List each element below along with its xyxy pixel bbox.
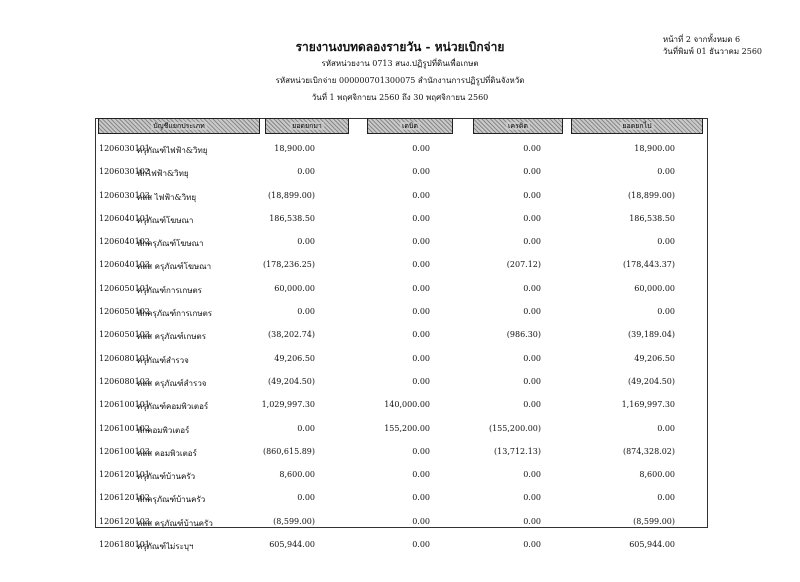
debit-amount: 0.00 (412, 237, 430, 247)
debit-amount: 0.00 (412, 516, 430, 526)
closing-balance: (18,899.00) (628, 190, 675, 200)
debit-amount: 0.00 (412, 470, 430, 480)
table-row (95, 512, 708, 535)
closing-balance: (49,204.50) (628, 376, 675, 386)
page-number: หน้าที่ 2 จากทั้งหมด 6 (662, 35, 741, 44)
disbursement-unit-line: รหัสหน่วยเบิกจ่าย 000000701300075 สำนักงานการปฏิรูปที่ดินจังหวัด (275, 76, 525, 85)
credit-amount: (13,712.13) (494, 446, 541, 456)
debit-amount: 0.00 (412, 190, 430, 200)
account-name: พักครุภัณฑ์โฆษณา (137, 239, 204, 249)
credit-amount: 0.00 (523, 353, 541, 363)
opening-balance: 0.00 (297, 237, 315, 247)
debit-amount: 0.00 (412, 144, 430, 153)
opening-balance: 18,900.00 (274, 144, 315, 153)
opening-balance: 605,944.00 (269, 540, 315, 550)
debit-amount: 0.00 (412, 260, 430, 270)
credit-amount: 0.00 (523, 493, 541, 503)
column-header-opening: ยอดยกมา (265, 118, 349, 134)
opening-balance: 0.00 (297, 167, 315, 177)
account-name: ครุภัณฑ์โฆษณา (137, 215, 194, 225)
debit-amount: 0.00 (412, 446, 430, 456)
table-row (95, 162, 708, 185)
credit-amount: (155,200.00) (488, 423, 541, 433)
opening-balance: 1,029,997.30 (261, 400, 315, 410)
credit-amount: 0.00 (523, 516, 541, 526)
date-range-line: วันที่ 1 พฤศจิกายน 2560 ถึง 30 พฤศจิกายน 2560 (311, 93, 489, 102)
credit-amount: 0.00 (523, 283, 541, 293)
credit-amount: (207.12) (506, 260, 541, 270)
table-row (95, 395, 708, 418)
opening-balance: (8,599.00) (273, 516, 315, 526)
table-row (95, 325, 708, 348)
agency-code-line: รหัสหน่วยงาน 0713 สนง.ปฏิรูปที่ดินเพื่อเกษต (321, 59, 479, 68)
account-name: คสส ครุภัณฑ์บ้านครัว (137, 518, 213, 528)
table-row (95, 139, 708, 162)
opening-balance: 60,000.00 (274, 283, 315, 293)
account-code: 1206100102 (99, 423, 150, 433)
account-name: ครุภัณฑ์สำรวจ (137, 355, 189, 365)
credit-amount: (986.30) (506, 330, 541, 340)
closing-balance: (8,599.00) (633, 516, 675, 526)
table-body (95, 139, 708, 558)
closing-balance: 49,206.50 (634, 353, 675, 363)
table-row (95, 255, 708, 278)
print-date: วันที่พิมพ์ 01 ธันวาคม 2560 (662, 47, 762, 56)
table-row (95, 465, 708, 488)
column-header-credit: เครดิต (473, 118, 563, 134)
account-code: 1206030101 (99, 144, 150, 153)
account-code: 1206050102 (99, 307, 150, 317)
closing-balance: 0.00 (657, 307, 675, 317)
account-name: ครุภัณฑ์คอมพิวเตอร์ (137, 402, 209, 412)
account-code: 1206120102 (99, 493, 150, 503)
closing-balance: 60,000.00 (634, 283, 675, 293)
table-row (95, 209, 708, 232)
table-row (95, 488, 708, 511)
opening-balance: (18,899.00) (268, 190, 315, 200)
credit-amount: 0.00 (523, 144, 541, 153)
column-header-debit: เดบิต (367, 118, 453, 134)
account-name: คสส คอมพิวเตอร์ (137, 448, 197, 458)
report-title: รายงานงบทดลองรายวัน - หน่วยเบิกจ่าย (295, 40, 505, 54)
account-code: 1206080101 (99, 353, 150, 363)
account-name: คสส ครุภัณฑ์เกษตร (137, 332, 206, 342)
table-header (95, 118, 708, 138)
opening-balance: (178,236.25) (262, 260, 315, 270)
closing-balance: (178,443.37) (622, 260, 675, 270)
debit-amount: 0.00 (412, 307, 430, 317)
opening-balance: 0.00 (297, 423, 315, 433)
closing-balance: 186,538.50 (629, 213, 675, 223)
account-code: 1206030103 (99, 190, 150, 200)
credit-amount: 0.00 (523, 376, 541, 386)
column-header-closing: ยอดยกไป (571, 118, 703, 134)
table-row (95, 419, 708, 442)
credit-amount: 0.00 (523, 470, 541, 480)
account-code: 1206180101 (99, 540, 150, 550)
credit-amount: 0.00 (523, 307, 541, 317)
account-code: 1206040102 (99, 237, 150, 247)
opening-balance: (38,202.74) (268, 330, 315, 340)
credit-amount: 0.00 (523, 237, 541, 247)
debit-amount: 0.00 (412, 376, 430, 386)
account-name: พักคอมพิวเตอร์ (137, 425, 190, 435)
opening-balance: (49,204.50) (268, 376, 315, 386)
account-code: 1206050101 (99, 283, 150, 293)
account-code: 1206080103 (99, 376, 150, 386)
debit-amount: 0.00 (412, 283, 430, 293)
account-code: 1206040101 (99, 213, 150, 223)
column-header-account: บัญชีแยกประเภท (98, 118, 260, 134)
table-row (95, 186, 708, 209)
credit-amount: 0.00 (523, 400, 541, 410)
account-code: 1206120103 (99, 516, 150, 526)
debit-amount: 0.00 (412, 167, 430, 177)
account-code: 1206100101 (99, 400, 150, 410)
closing-balance: 0.00 (657, 423, 675, 433)
account-name: ครุภัณฑ์ไฟฟ้า&วิทยุ (137, 146, 208, 155)
table-row (95, 232, 708, 255)
debit-amount: 0.00 (412, 540, 430, 550)
account-name: คสส ครุภัณฑ์สำรวจ (137, 378, 207, 388)
debit-amount: 155,200.00 (384, 423, 430, 433)
table-row (95, 535, 708, 558)
opening-balance: 0.00 (297, 307, 315, 317)
account-name: คสส ครุภัณฑ์โฆษณา (137, 262, 212, 272)
closing-balance: 0.00 (657, 167, 675, 177)
account-name: ครุภัณฑ์บ้านครัว (137, 472, 196, 482)
account-code: 1206100103 (99, 446, 150, 456)
debit-amount: 0.00 (412, 330, 430, 340)
account-name: พักครุภัณฑ์การเกษตร (137, 309, 213, 319)
opening-balance: 186,538.50 (269, 213, 315, 223)
debit-amount: 0.00 (412, 493, 430, 503)
debit-amount: 0.00 (412, 353, 430, 363)
closing-balance: 8,600.00 (639, 470, 675, 480)
closing-balance: 0.00 (657, 493, 675, 503)
closing-balance: (874,328.02) (622, 446, 675, 456)
account-name: คสส ไฟฟ้า&วิทยุ (137, 192, 197, 202)
opening-balance: 8,600.00 (279, 470, 315, 480)
table-row (95, 372, 708, 395)
account-code: 1206120101 (99, 470, 150, 480)
account-name: ครุภัณฑ์การเกษตร (137, 285, 202, 295)
table-row (95, 349, 708, 372)
opening-balance: 49,206.50 (274, 353, 315, 363)
closing-balance: 605,944.00 (629, 540, 675, 550)
account-code: 1206040103 (99, 260, 150, 270)
closing-balance: (39,189.04) (628, 330, 675, 340)
closing-balance: 18,900.00 (634, 144, 675, 153)
debit-amount: 140,000.00 (384, 400, 430, 410)
table-row (95, 302, 708, 325)
account-name: ครุภัณฑ์ไม่ระบุฯ (137, 542, 194, 552)
opening-balance: (860,615.89) (262, 446, 315, 456)
table-row (95, 279, 708, 302)
closing-balance: 1,169,997.30 (621, 400, 675, 410)
credit-amount: 0.00 (523, 213, 541, 223)
account-name: พักครุภัณฑ์บ้านครัว (137, 495, 206, 505)
debit-amount: 0.00 (412, 213, 430, 223)
credit-amount: 0.00 (523, 167, 541, 177)
opening-balance: 0.00 (297, 493, 315, 503)
closing-balance: 0.00 (657, 237, 675, 247)
credit-amount: 0.00 (523, 540, 541, 550)
account-code: 1206030102 (99, 167, 150, 177)
credit-amount: 0.00 (523, 190, 541, 200)
account-name: พักไฟฟ้า&วิทยุ (137, 169, 189, 179)
account-code: 1206050103 (99, 330, 150, 340)
table-row (95, 442, 708, 465)
